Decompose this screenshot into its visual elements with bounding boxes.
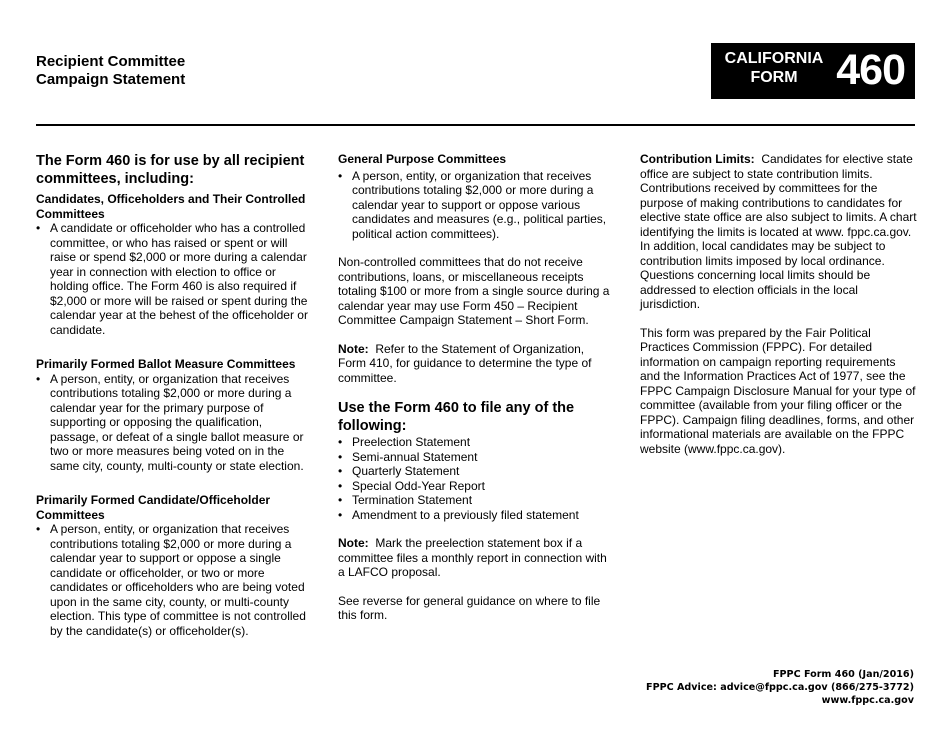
candidates-list <box>36 221 314 337</box>
candidate-officeholder-list <box>36 522 314 638</box>
list-item: • A person, entity, or organization that receives contributions totaling $2,000 or more during a calendar year to support or oppose a single candidate or officeholder, or two or more candidates or officeholders who are being voted upon in the same city, county, or multi-county election. This type of committee is not controlled by the candidate(s) or officeholder(s). <box>36 522 314 638</box>
note-label: Note: <box>338 536 369 550</box>
list-item: • Semi-annual Statement <box>338 450 614 465</box>
note-lafco <box>338 536 614 580</box>
footer-form-version: FPPC Form 460 (Jan/2016) <box>772 669 914 680</box>
contribution-limits-label: Contribution Limits: <box>640 152 755 166</box>
section-title-general-purpose: General Purpose Committees <box>338 152 507 166</box>
note-organization <box>338 342 614 386</box>
column-2 <box>338 152 614 623</box>
section-title-candidate-officeholder: Primarily Formed Candidate/Officeholder Committees <box>36 493 271 522</box>
header-divider <box>36 124 915 126</box>
contribution-limits-text: Candidates for elective state office are subject to state contribution limits. Contributions received by committees for the purpose of making contributions to candidates for elective state office are also subject to limits. A chart identifying the limits is located at www. fppc.ca.gov. In addition, local candidates may be subject to contribution limits imposed by local ordinance. Questions concerning local limits should be addressed to election officials in the local jurisdiction. <box>640 152 917 311</box>
footer <box>646 668 914 707</box>
use-heading: Use the Form 460 to file any of the following: <box>338 400 575 434</box>
list-item: • Amendment to a previously filed statement <box>338 508 614 523</box>
form-label-line1: CALIFORNIA <box>724 50 824 67</box>
ballot-list <box>36 372 314 474</box>
form-title-line2: Campaign Statement <box>36 71 186 88</box>
form-title-line1: Recipient Committee <box>36 53 186 70</box>
footer-website: www.fppc.ca.gov <box>821 695 914 706</box>
form-label-line2: FORM <box>750 69 798 86</box>
contribution-limits-paragraph <box>640 152 918 312</box>
note-text: Mark the preelection statement box if a committee files a monthly report in connection with a LAFCO proposal. <box>338 536 607 579</box>
general-purpose-list <box>338 169 614 242</box>
list-item: • A person, entity, or organization that receives contributions totaling $2,000 or more during a calendar year to support or oppose various candidates and measures (e.g., political parties, political action committees). <box>338 169 614 242</box>
list-item: • A candidate or officeholder who has a controlled committee, or who has raised or spent or will raise or spend $2,000 or more during a calendar year in connection with election to office or holding office. The Form 460 is also required if $2,000 or more will be raised or spent during the calendar year at the behest of the officeholder or candidate. <box>36 221 314 337</box>
form-label <box>711 49 837 87</box>
note-label: Note: <box>338 341 369 356</box>
section-title-ballot: Primarily Formed Ballot Measure Committees <box>36 357 296 371</box>
note-text: Refer to the Statement of Organization, Form 410, for guidance to determine the type of committee. <box>338 341 592 385</box>
form-title <box>36 53 185 89</box>
footer-advice-contact: FPPC Advice: advice@fppc.ca.gov (866/275-3772) <box>646 682 914 693</box>
noncontrolled-paragraph: Non-controlled committees that do not receive contributions, loans, or miscellaneous receipts totaling $100 or more from a single source during a calendar year may use Form 450 – Recipient Committee Campaign Statement – Short Form. <box>338 255 610 327</box>
see-reverse-paragraph: See reverse for general guidance on where to file this form. <box>338 593 601 622</box>
list-item: • Termination Statement <box>338 493 614 508</box>
column-1 <box>36 152 314 638</box>
list-item: • Quarterly Statement <box>338 464 614 479</box>
col1-heading: The Form 460 is for use by all recipient committees, including: <box>36 153 305 187</box>
column-3 <box>640 152 918 456</box>
filing-types-list <box>338 435 614 522</box>
section-title-candidates: Candidates, Officeholders and Their Controlled Committees <box>36 192 306 221</box>
list-item: • Preelection Statement <box>338 435 614 450</box>
list-item: • Special Odd-Year Report <box>338 479 614 494</box>
prepared-by-paragraph: This form was prepared by the Fair Political Practices Commission (FPPC). For detailed information on campaign reporting requirements and the Information Practices Act of 1977, see the FPPC Campaign Disclosure Manual for your type of committee (available from your filing officer or the FPPC). Campaign filing deadlines, forms, and other informational materials are available on the FPPC website (www.fppc.ca.gov). <box>640 325 916 456</box>
list-item: • A person, entity, or organization that receives contributions totaling $2,000 or more during a calendar year for the primary purpose of supporting or opposing the qualification, passage, or defeat of a single ballot measure or two or more measures being voted on in the same city, county, multi-county or state election. <box>36 372 314 474</box>
form-number-box <box>711 43 915 99</box>
form-number: 460 <box>836 46 905 94</box>
